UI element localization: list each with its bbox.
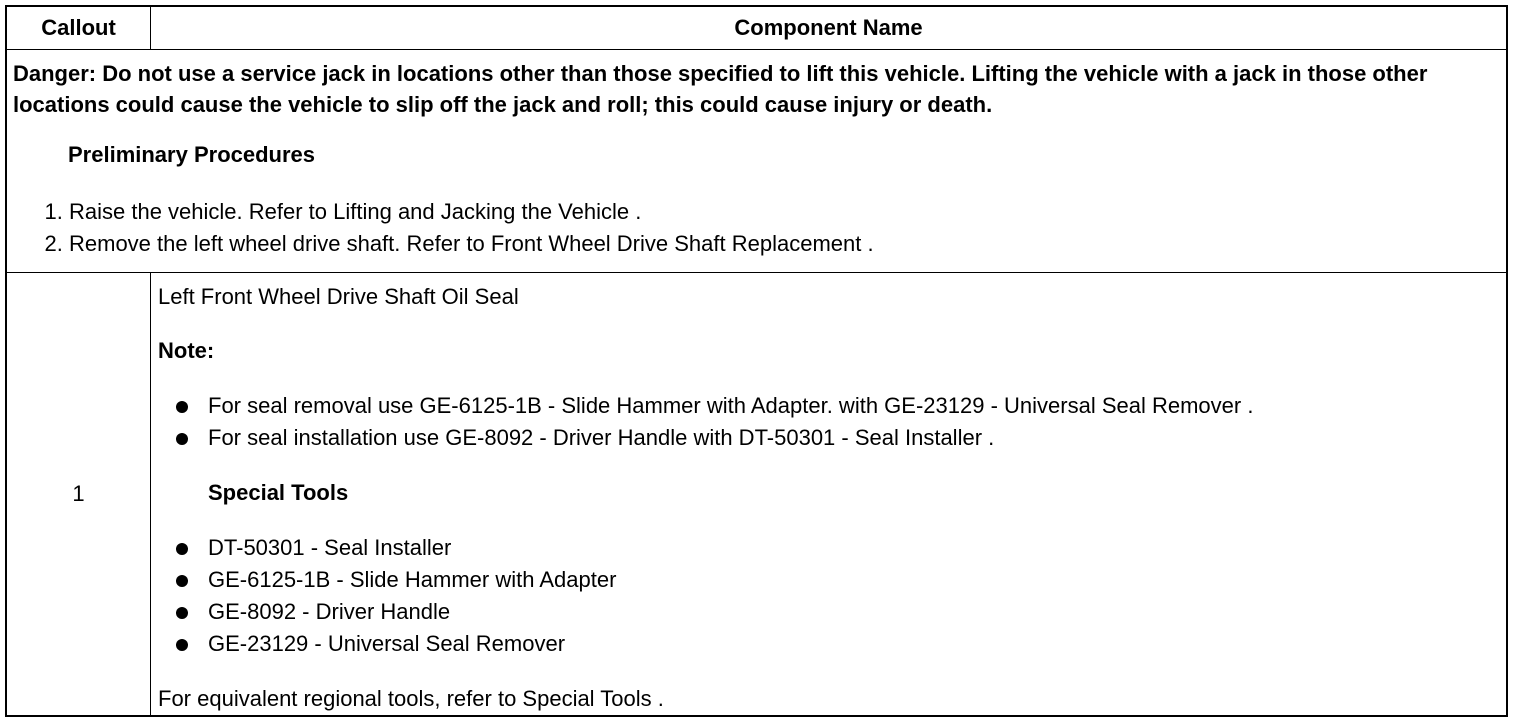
preliminary-procedures-heading: Preliminary Procedures — [68, 142, 316, 167]
danger-cell — [6, 50, 1507, 273]
procedure-table — [5, 5, 1508, 717]
preliminary-step: 1. Raise the vehicle. Refer to Lifting and Jacking the Vehicle . — [69, 196, 1500, 228]
tool-item: DT-50301 - Seal Installer — [158, 532, 1498, 564]
header-row — [6, 6, 1507, 50]
note-item: For seal removal use GE-6125-1B - Slide Hammer with Adapter. with GE-23129 - Universal Seal Remover . — [158, 390, 1498, 422]
note-item: For seal installation use GE-8092 - Driver Handle with DT-50301 - Seal Installer . — [158, 422, 1498, 454]
danger-row — [6, 50, 1507, 273]
callout-column-header: Callout — [6, 6, 151, 50]
preliminary-step: 2. Remove the left wheel drive shaft. Refer to Front Wheel Drive Shaft Replacement . — [69, 228, 1500, 260]
note-label: Note: — [158, 338, 215, 363]
note-list — [158, 390, 1498, 454]
equivalent-tools-note: For equivalent regional tools, refer to Special Tools . — [158, 686, 664, 711]
component-title: Left Front Wheel Drive Shaft Oil Seal — [158, 284, 519, 309]
special-tools-list — [158, 532, 1498, 660]
component-name-column-header: Component Name — [151, 6, 1508, 50]
callout-number: 1 — [6, 273, 151, 717]
tool-item: GE-8092 - Driver Handle — [158, 596, 1498, 628]
preliminary-steps-list — [13, 196, 1500, 260]
tool-item: GE-6125-1B - Slide Hammer with Adapter — [158, 564, 1498, 596]
special-tools-heading: Special Tools — [208, 480, 349, 505]
table-row — [6, 273, 1507, 717]
tool-item: GE-23129 - Universal Seal Remover — [158, 628, 1498, 660]
danger-warning: Danger: Do not use a service jack in locations other than those specified to lift this vehicle. Lifting the vehicle with a jack in those other locations could cause the vehicle to slip off the jack and roll; this could cause injury or death. — [13, 61, 1428, 117]
component-cell — [151, 273, 1508, 717]
